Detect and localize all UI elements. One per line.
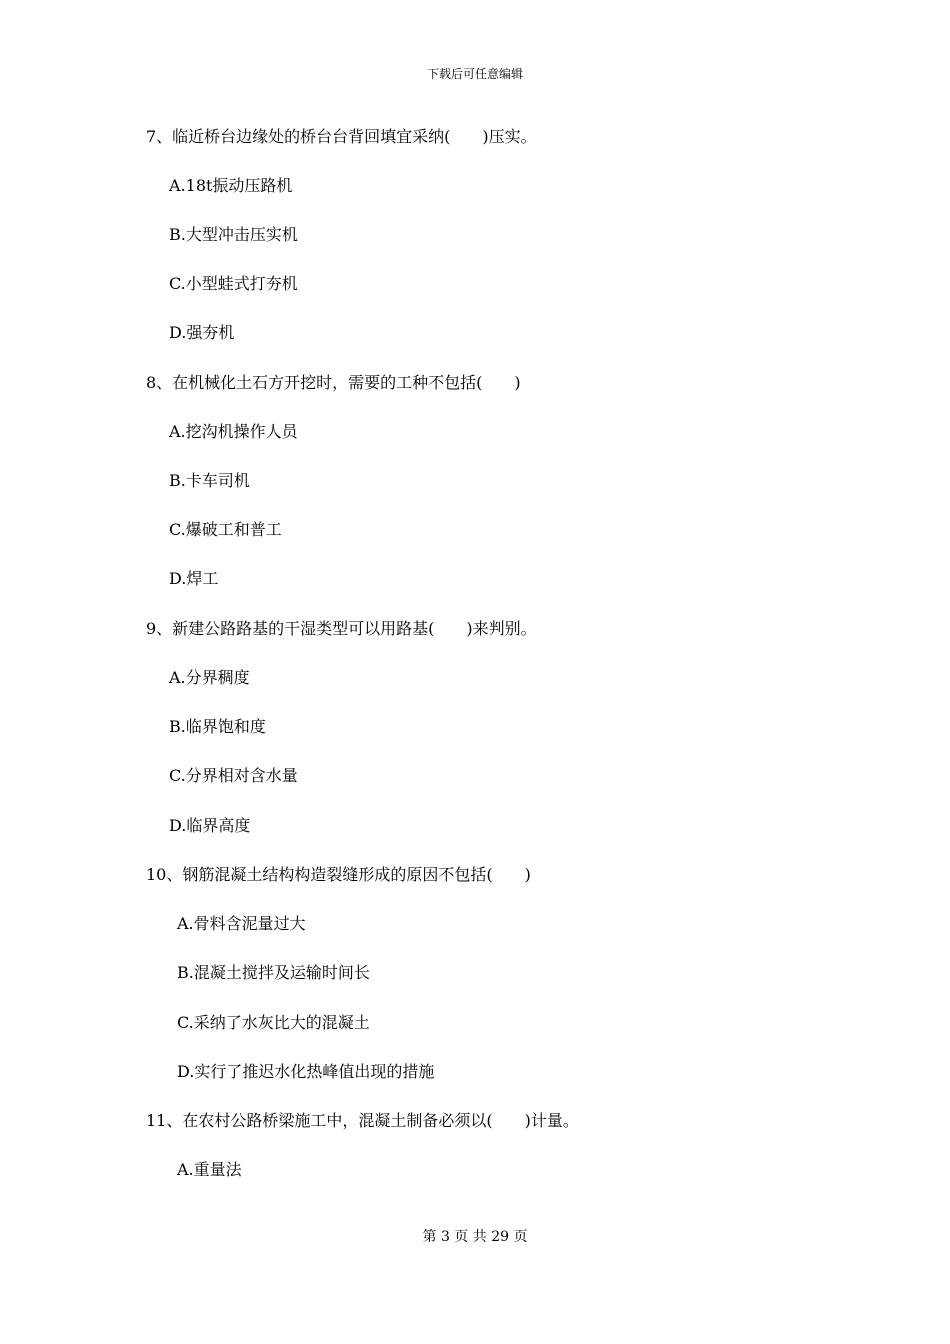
question-10-option-d: D.实行了推迟水化热峰值出现的措施 bbox=[177, 1062, 435, 1081]
question-10-option-a: A.骨料含泥量过大 bbox=[177, 914, 306, 933]
question-11-stem: 11、在农村公路桥梁施工中，混凝土制备必须以( )计量。 bbox=[146, 1111, 579, 1130]
question-7-option-b: B.大型冲击压实机 bbox=[169, 225, 298, 244]
page-number: 第 3 页 共 29 页 bbox=[422, 1229, 528, 1245]
question-8-option-a: A.挖沟机操作人员 bbox=[169, 422, 298, 441]
question-8-option-d: D.焊工 bbox=[169, 569, 219, 588]
question-8-stem: 8、在机械化土石方开挖时，需要的工种不包括( ) bbox=[146, 373, 521, 392]
question-7-stem: 7、临近桥台边缘处的桥台台背回填宜采纳( )压实。 bbox=[146, 127, 537, 146]
question-9-option-d: D.临界高度 bbox=[169, 816, 251, 835]
question-9-stem: 9、新建公路路基的干湿类型可以用路基( )来判别。 bbox=[146, 619, 537, 638]
question-9-option-c: C.分界相对含水量 bbox=[169, 766, 298, 785]
question-10-stem: 10、钢筋混凝土结构构造裂缝形成的原因不包括( ) bbox=[146, 865, 531, 884]
question-7-option-d: D.强夯机 bbox=[169, 323, 235, 342]
header-note: 下载后可任意编辑 bbox=[426, 67, 523, 81]
question-7-option-c: C.小型蛙式打夯机 bbox=[169, 274, 298, 293]
question-10-option-b: B.混凝土搅拌及运输时间长 bbox=[177, 963, 370, 982]
question-8-option-c: C.爆破工和普工 bbox=[169, 520, 282, 539]
question-11-option-a: A.重量法 bbox=[177, 1160, 242, 1179]
question-8-option-b: B.卡车司机 bbox=[169, 471, 250, 490]
question-7-option-a: A.18t振动压路机 bbox=[169, 176, 293, 195]
question-9-option-b: B.临界饱和度 bbox=[169, 717, 266, 736]
question-10-option-c: C.采纳了水灰比大的混凝土 bbox=[177, 1013, 370, 1032]
question-9-option-a: A.分界稠度 bbox=[169, 668, 250, 687]
